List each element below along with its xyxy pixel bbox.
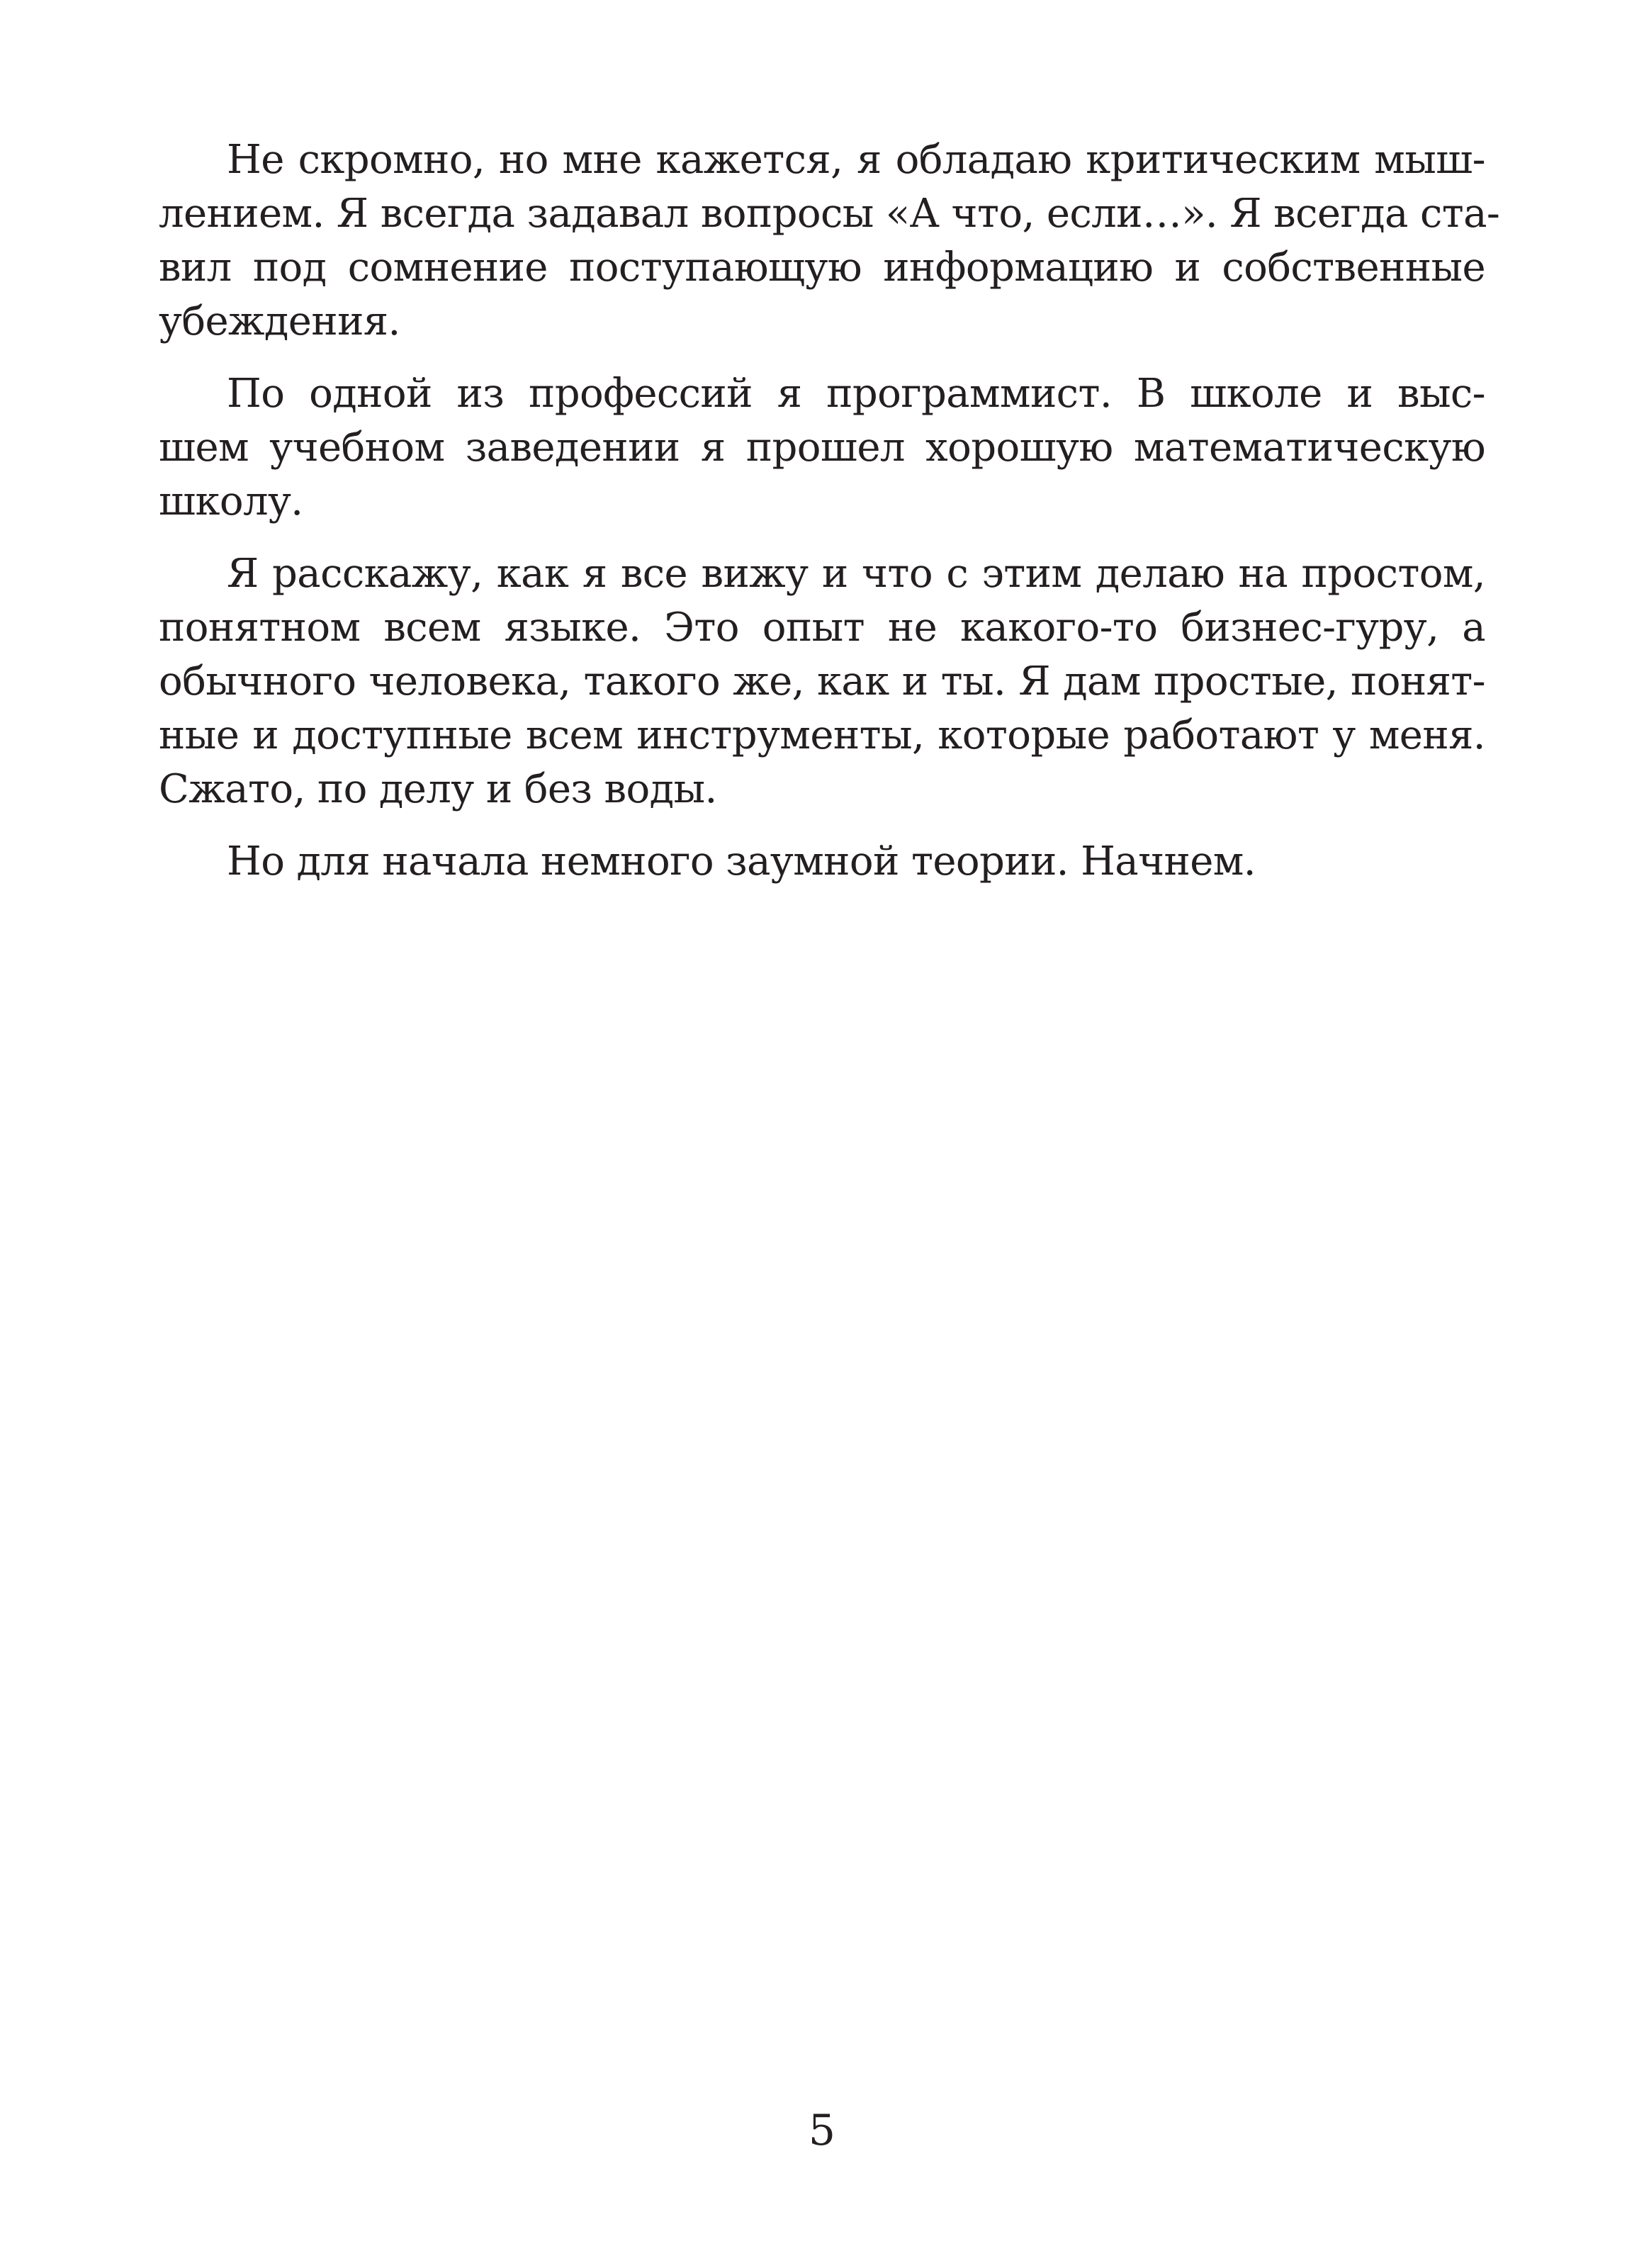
text-line: лением. Я всегда задавал вопросы «А что, если…». Я всегда ста- bbox=[159, 191, 1500, 237]
paragraph-2 bbox=[159, 367, 1485, 529]
text-line: обычного человека, такого же, как и ты. Я дам простые, понят- bbox=[159, 658, 1485, 704]
paragraph-4 bbox=[159, 835, 1485, 889]
text-line: шем учебном заведении я прошел хорошую математическую bbox=[159, 425, 1485, 471]
body-text bbox=[159, 133, 1500, 907]
paragraph-3 bbox=[159, 547, 1485, 816]
text-line: По одной из профессий я программист. В школе и выс- bbox=[227, 371, 1485, 417]
text-line: Но для начала немного заумной теории. Начнем. bbox=[227, 838, 1256, 885]
text-line: убеждения. bbox=[159, 298, 400, 344]
text-line: вил под сомнение поступающую информацию и собственные bbox=[159, 245, 1485, 291]
paragraph-1 bbox=[159, 133, 1500, 349]
text-line: Я расскажу, как я все вижу и что с этим делаю на простом, bbox=[227, 551, 1485, 597]
text-line: понятном всем языке. Это опыт не какого-то бизнес-гуру, а bbox=[159, 605, 1485, 651]
text-line: Сжато, по делу и без воды. bbox=[159, 766, 717, 812]
page-number: 5 bbox=[808, 2106, 836, 2155]
text-line: ные и доступные всем инструменты, которые работают у меня. bbox=[159, 712, 1485, 758]
text-line: школу. bbox=[159, 478, 303, 524]
text-line: Не скромно, но мне кажется, я обладаю критическим мыш- bbox=[227, 137, 1485, 183]
